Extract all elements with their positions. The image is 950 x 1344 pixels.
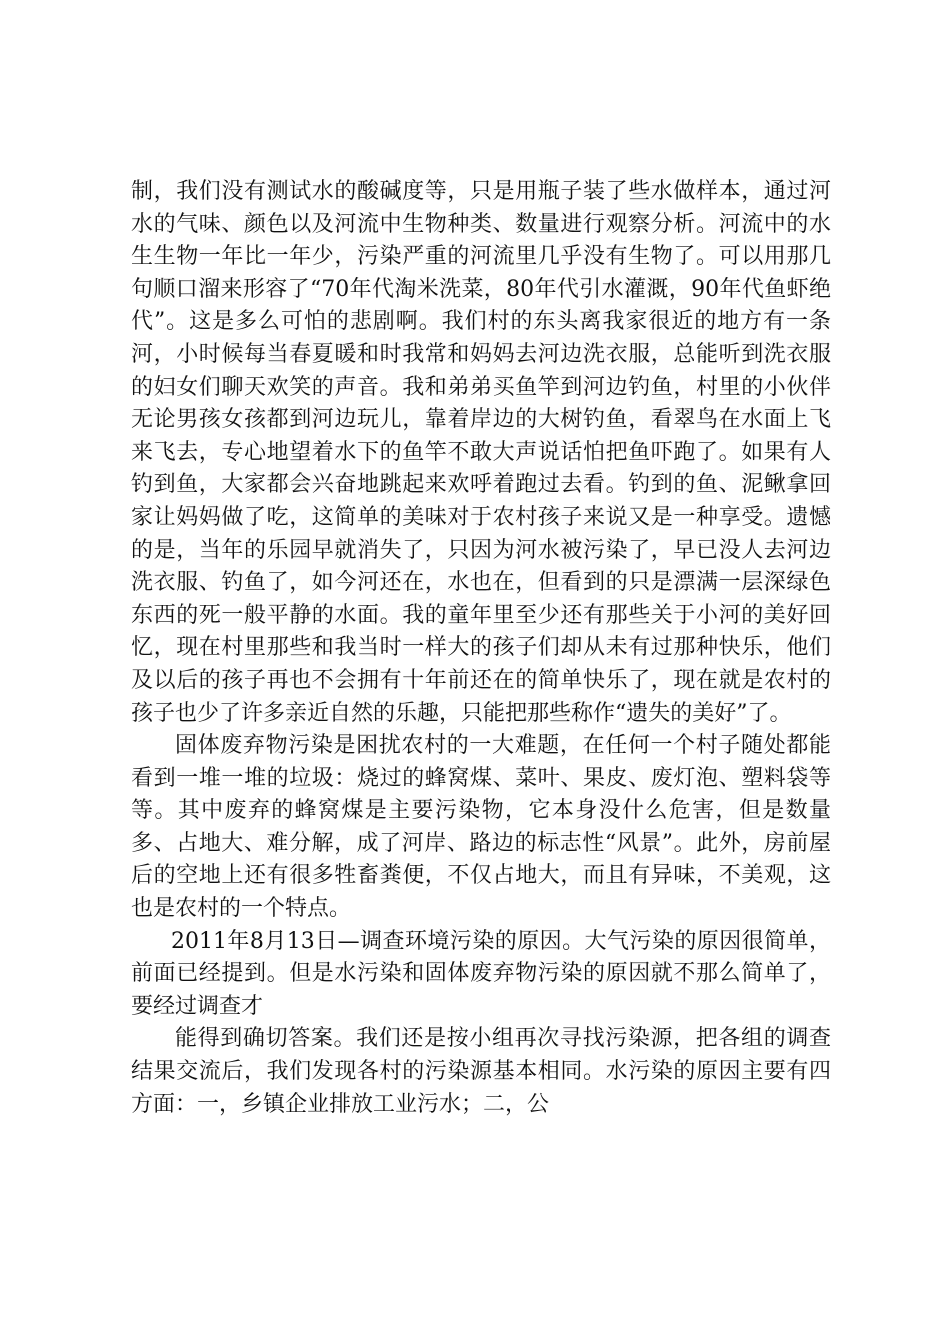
- paragraph-investigation-date: 2011年8月13日—调查环境污染的原因。大气污染的原因很简单，前面已经提到。但是水污染和固体废弃物污染的原因就不那么简单了，要经过调查才: [131, 928, 831, 1019]
- document-body: [131, 176, 831, 1121]
- paragraph-pollution-causes: 能得到确切答案。我们还是按小组再次寻找污染源，把各组的调查结果交流后，我们发现各村的污染源基本相同。水污染的原因主要有四方面：一，乡镇企业排放工业污水；二，公: [131, 1026, 831, 1117]
- paragraph-water-pollution-memories: 制，我们没有测试水的酸碱度等，只是用瓶子装了些水做样本，通过河水的气味、颜色以及河流中生物种类、数量进行观察分析。河流中的水生生物一年比一年少，污染严重的河流里几乎没有生物了。可以用那几句顺口溜来形容了“70年代淘米洗菜，80年代引水灌溉，90年代鱼虾绝代”。这是多么可怕的悲剧啊。我们村的东头离我家很近的地方有一条河，小时候每当春夏暖和时我常和妈妈去河边洗衣服，总能听到洗衣服的妇女们聊天欢笑的声音。我和弟弟买鱼竿到河边钓鱼，村里的小伙伴无论男孩女孩都到河边玩儿，靠着岸边的大树钓鱼，看翠鸟在水面上飞来飞去，专心地望着水下的鱼竿不敢大声说话怕把鱼吓跑了。如果有人钓到鱼，大家都会兴奋地跳起来欢呼着跑过去看。钓到的鱼、泥鳅拿回家让妈妈做了吃，这简单的美味对于农村孩子来说又是一种享受。遗憾的是，当年的乐园早就消失了，只因为河水被污染了，早已没人去河边洗衣服、钓鱼了，如今河还在，水也在，但看到的只是漂满一层深绿色东西的死一般平静的水面。我的童年里至少还有那些关于小河的美好回忆，现在村里那些和我当时一样大的孩子们却从未有过那种快乐，他们及以后的孩子再也不会拥有十年前还在的简单快乐了，现在就是农村的孩子也少了许多亲近自然的乐趣，只能把那些称作“遗失的美好”了。: [131, 179, 831, 726]
- paragraph-solid-waste: 固体废弃物污染是困扰农村的一大难题，在任何一个村子随处都能看到一堆一堆的垃圾：烧过的蜂窝煤、菜叶、果皮、废灯泡、塑料袋等等。其中废弃的蜂窝煤是主要污染物，它本身没什么危害，但是数量多、占地大、难分解，成了河岸、路边的标志性“风景”。此外，房前屋后的空地上还有很多牲畜粪便，不仅占地大，而且有异味，不美观，这也是农村的一个特点。: [131, 733, 831, 922]
